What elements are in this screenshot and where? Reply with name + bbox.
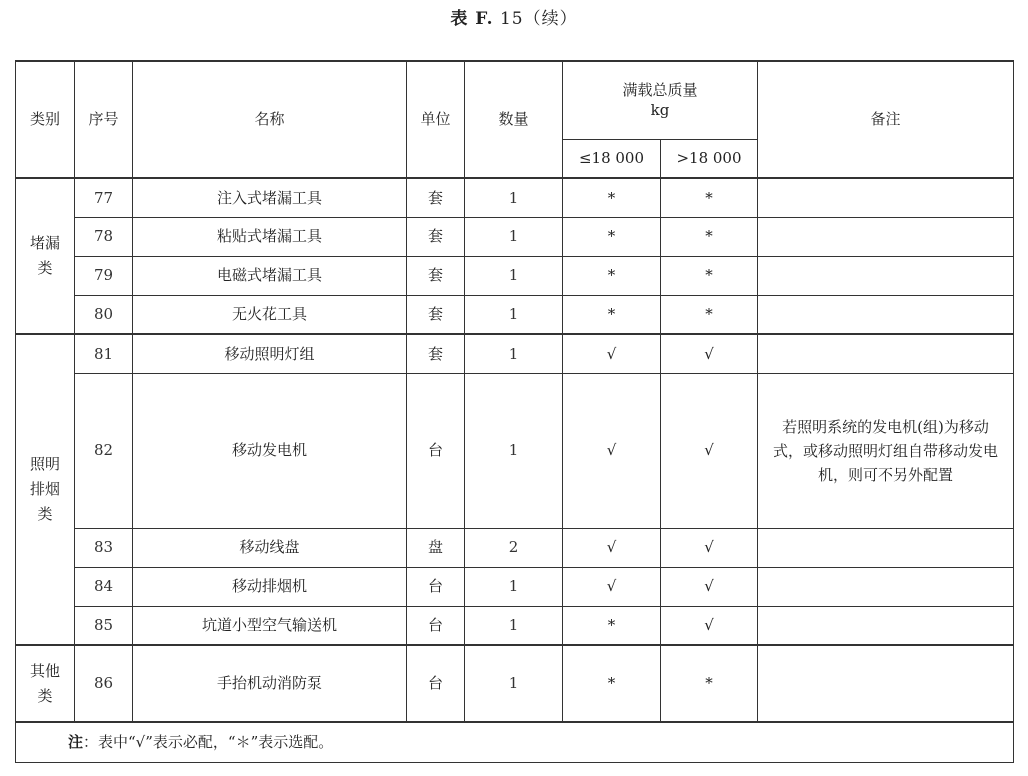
header-remark: 备注 (758, 61, 1014, 178)
remark-cell (758, 217, 1014, 256)
unit-cell: 套 (407, 178, 465, 217)
seq-cell: 86 (75, 645, 133, 722)
table-title-label: 表 F. (450, 9, 494, 29)
name-cell: 电磁式堵漏工具 (133, 256, 407, 295)
header-unit: 单位 (407, 61, 465, 178)
name-cell: 移动发电机 (133, 373, 407, 528)
table-title-number: 15（续） (499, 9, 578, 29)
equipment-table (15, 60, 1014, 763)
table-title (0, 4, 1028, 29)
table-row (16, 528, 1014, 567)
category-cell: 照明 排烟 类 (16, 334, 75, 645)
qty-cell: 1 (465, 256, 563, 295)
name-cell: 注入式堵漏工具 (133, 178, 407, 217)
note-row (16, 722, 1014, 762)
qty-cell: 1 (465, 295, 563, 334)
header-mass-unit: kg (650, 101, 670, 120)
mass-gt-cell: * (661, 295, 758, 334)
unit-cell: 套 (407, 217, 465, 256)
table-row (16, 295, 1014, 334)
seq-cell: 79 (75, 256, 133, 295)
seq-cell: 81 (75, 334, 133, 373)
name-cell: 移动线盘 (133, 528, 407, 567)
seq-cell: 85 (75, 606, 133, 645)
name-cell: 坑道小型空气输送机 (133, 606, 407, 645)
unit-cell: 套 (407, 295, 465, 334)
name-cell: 手抬机动消防泵 (133, 645, 407, 722)
header-mass-le: ≤18 000 (563, 139, 661, 178)
mass-le-cell: * (563, 606, 661, 645)
qty-cell: 1 (465, 373, 563, 528)
table-note (16, 722, 1014, 762)
table-row (16, 606, 1014, 645)
remark-cell (758, 295, 1014, 334)
header-name: 名称 (133, 61, 407, 178)
seq-cell: 83 (75, 528, 133, 567)
header-qty: 数量 (465, 61, 563, 178)
mass-gt-cell: √ (661, 373, 758, 528)
unit-cell: 盘 (407, 528, 465, 567)
unit-cell: 台 (407, 606, 465, 645)
table-row (16, 645, 1014, 722)
table-row (16, 217, 1014, 256)
seq-cell: 84 (75, 567, 133, 606)
remark-cell (758, 528, 1014, 567)
name-cell: 无火花工具 (133, 295, 407, 334)
category-cell: 堵漏 类 (16, 178, 75, 334)
category-cell: 其他 类 (16, 645, 75, 722)
qty-cell: 1 (465, 334, 563, 373)
mass-le-cell: √ (563, 567, 661, 606)
unit-cell: 套 (407, 334, 465, 373)
note-label: 注 (68, 733, 84, 752)
mass-le-cell: √ (563, 334, 661, 373)
table-row (16, 373, 1014, 528)
mass-gt-cell: √ (661, 567, 758, 606)
mass-le-cell: * (563, 256, 661, 295)
name-cell: 移动排烟机 (133, 567, 407, 606)
remark-cell (758, 334, 1014, 373)
mass-gt-cell: * (661, 645, 758, 722)
header-mass-title: 满载总质量 (622, 81, 698, 99)
unit-cell: 台 (407, 373, 465, 528)
remark-cell (758, 606, 1014, 645)
unit-cell: 台 (407, 567, 465, 606)
seq-cell: 78 (75, 217, 133, 256)
mass-gt-cell: * (661, 256, 758, 295)
remark-cell (758, 645, 1014, 722)
qty-cell: 1 (465, 606, 563, 645)
header-mass-group (563, 61, 758, 139)
table-row (16, 178, 1014, 217)
unit-cell: 套 (407, 256, 465, 295)
header-mass-gt: >18 000 (661, 139, 758, 178)
name-cell: 粘贴式堵漏工具 (133, 217, 407, 256)
remark-cell (758, 256, 1014, 295)
header-seq: 序号 (75, 61, 133, 178)
table-row (16, 334, 1014, 373)
mass-gt-cell: √ (661, 606, 758, 645)
qty-cell: 2 (465, 528, 563, 567)
mass-le-cell: * (563, 295, 661, 334)
mass-le-cell: * (563, 645, 661, 722)
mass-le-cell: √ (563, 373, 661, 528)
mass-gt-cell: * (661, 178, 758, 217)
seq-cell: 77 (75, 178, 133, 217)
mass-gt-cell: √ (661, 528, 758, 567)
mass-le-cell: * (563, 178, 661, 217)
table-row (16, 256, 1014, 295)
header-category: 类别 (16, 61, 75, 178)
remark-cell (758, 178, 1014, 217)
mass-le-cell: √ (563, 528, 661, 567)
remark-cell (758, 567, 1014, 606)
qty-cell: 1 (465, 645, 563, 722)
note-text: ：表中“√”表示必配，“＊”表示选配。 (83, 733, 334, 752)
qty-cell: 1 (465, 178, 563, 217)
qty-cell: 1 (465, 217, 563, 256)
seq-cell: 80 (75, 295, 133, 334)
qty-cell: 1 (465, 567, 563, 606)
seq-cell: 82 (75, 373, 133, 528)
table-row (16, 567, 1014, 606)
unit-cell: 台 (407, 645, 465, 722)
name-cell: 移动照明灯组 (133, 334, 407, 373)
remark-cell: 若照明系统的发电机(组)为移动式，或移动照明灯组自带移动发电机，则可不另外配置 (758, 373, 1014, 528)
mass-le-cell: * (563, 217, 661, 256)
mass-gt-cell: √ (661, 334, 758, 373)
mass-gt-cell: * (661, 217, 758, 256)
